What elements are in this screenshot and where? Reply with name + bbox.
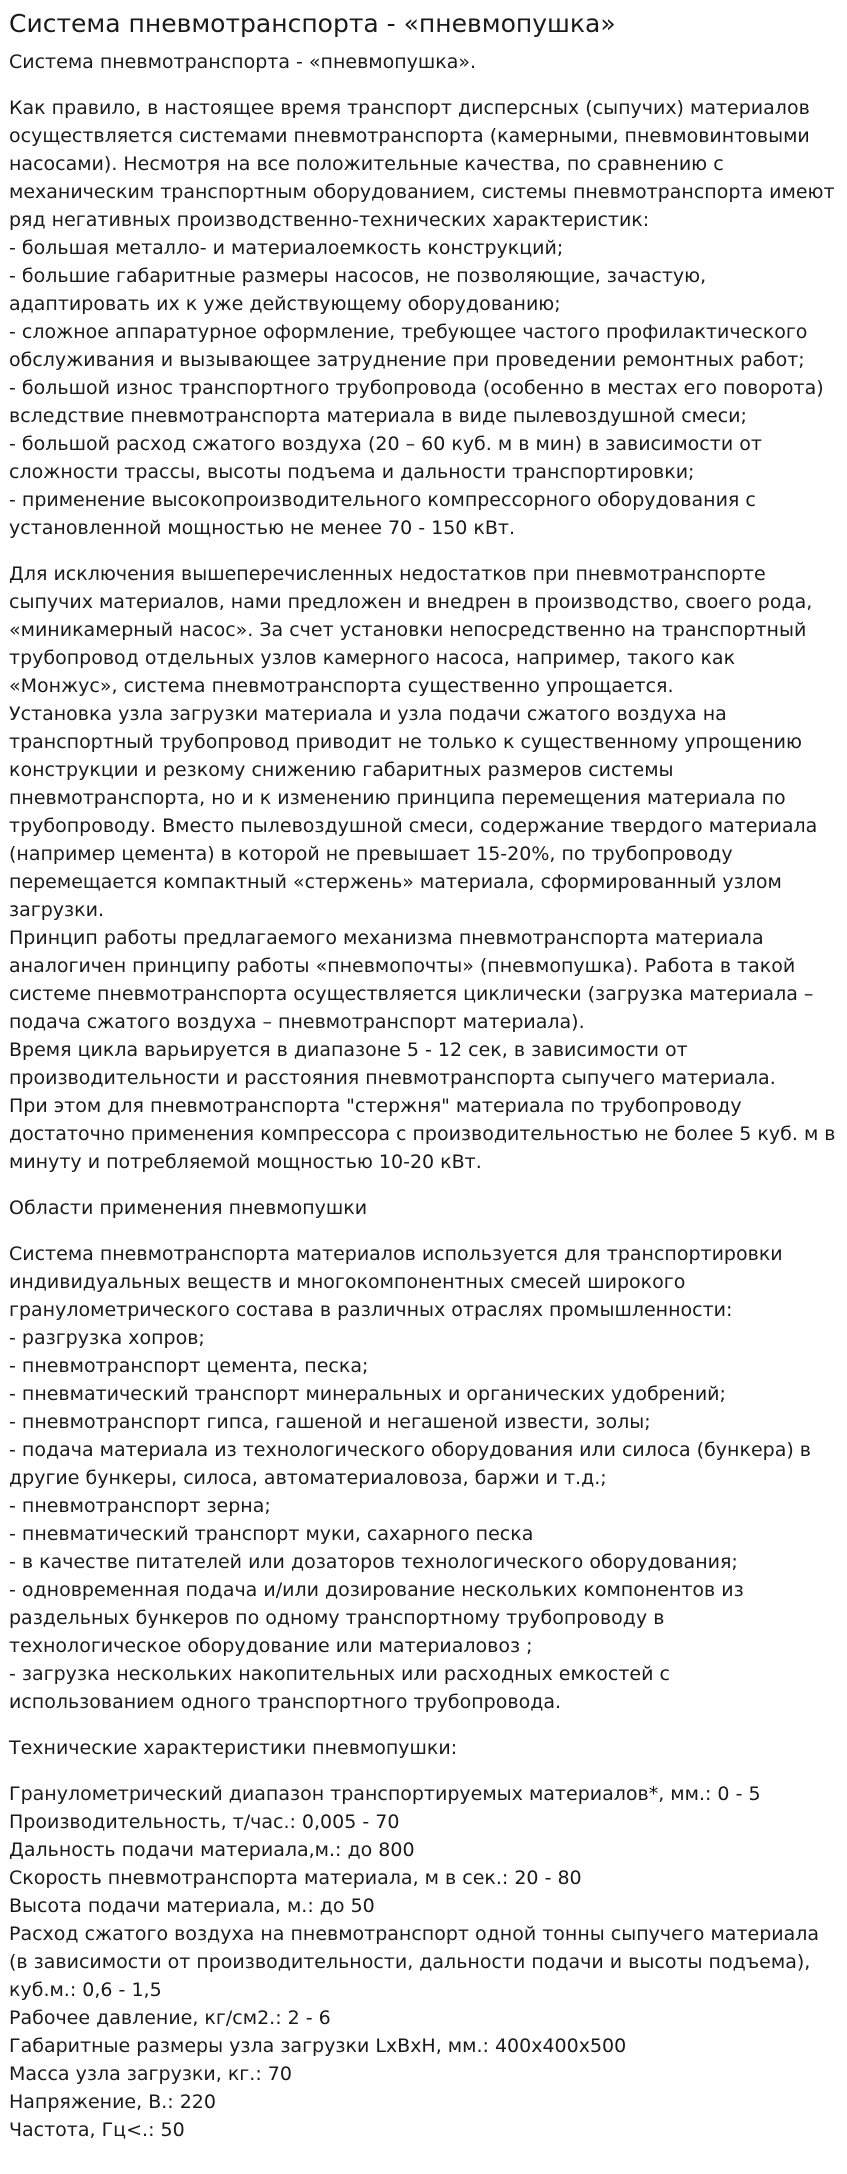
text-line: - пневмотранспорт зерна; [9,1495,271,1517]
text-line: Расход сжатого воздуха на пневмотранспорт одной тонны сыпучего материала [9,1923,820,1945]
text-line: технологическое оборудование или материаловоз ; [9,1635,533,1657]
text-line: системе пневмотранспорта осуществляется циклически (загрузка материала – [9,983,814,1005]
text-line: «Монжус», система пневмотранспорта существенно упрощается. [9,675,674,697]
text-line: Для исключения вышеперечисленных недостатков при пневмотранспорте [9,563,766,585]
text-line: Скорость пневмотранспорта материала, м в сек.: 20 - 80 [9,1867,582,1889]
text-line: Установка узла загрузки материала и узла подачи сжатого воздуха на [9,703,727,725]
text-line: Гранулометрический диапазон транспортируемых материалов*, мм.: 0 - 5 [9,1783,761,1805]
text-line: установленной мощностью не менее 70 - 150 кВт. [9,517,516,539]
text-line: вследствие пневмотранспорта материала в виде пылевоздушной смеси; [9,405,747,427]
text-line: гранулометрического состава в различных отраслях промышленности: [9,1299,733,1321]
text-line: - применение высокопроизводительного компрессорного оборудования с [9,489,756,511]
text-line: (в зависимости от производительности, дальности подачи и высоты подъема), [9,1951,811,1973]
text-line: Система пневмотранспорта материалов используется для транспортировки [9,1243,783,1265]
text-line: Как правило, в настоящее время транспорт дисперсных (сыпучих) материалов [9,97,810,119]
text-line: Масса узла загрузки, кг.: 70 [9,2063,292,2085]
text-line: Принцип работы предлагаемого механизма пневмотранспорта материала [9,927,764,949]
text-line: конструкции и резкому снижению габаритных размеров системы [9,759,674,781]
text-line: аналогичен принципу работы «пневмопочты» (пневмопушка). Работа в такой [9,955,796,977]
text-line: раздельных бункеров по одному транспортному трубопроводу в [9,1607,665,1629]
text-line: другие бункеры, силоса, автоматериаловоза, баржи и т.д.; [9,1467,607,1489]
text-line: подача сжатого воздуха – пневмотранспорт материала). [9,1011,585,1033]
text-line: Габаритные размеры узла загрузки LxBxH, мм.: 400х400х500 [9,2035,627,2057]
text-line: Рабочее давление, кг/см2.: 2 - 6 [9,2007,331,2029]
text-line: - пневмотранспорт гипса, гашеной и негашеной извести, золы; [9,1411,651,1433]
specs-heading: Технические характеристики пневмопушки: [9,1737,458,1759]
page-title: Система пневмотранспорта - «пневмопушка» [9,9,616,38]
text-line: сыпучих материалов, нами предложен и внедрен в производство, своего рода, [9,591,813,613]
text-line: - одновременная подача и/или дозирование нескольких компонентов из [9,1579,744,1601]
text-line: индивидуальных веществ и многокомпонентных смесей широкого [9,1271,686,1293]
text-line: сложности трассы, высоты подъема и дальности транспортировки; [9,461,695,483]
text-line: Высота подачи материала, м.: до 50 [9,1895,375,1917]
text-line: достаточно применения компрессора с производительностью не более 5 куб. м в [9,1123,836,1145]
text-line: - подача материала из технологического оборудования или силоса (бункера) в [9,1439,811,1461]
text-line: Время цикла варьируется в диапазоне 5 - 12 сек, в зависимости от [9,1039,688,1061]
text-line: Дальность подачи материала,м.: до 800 [9,1839,415,1861]
text-line: насосами). Несмотря на все положительные качества, по сравнению с [9,153,724,175]
text-line: пневмотранспорта, но и к изменению принципа перемещения материала по [9,787,786,809]
text-line: перемещается компактный «стержень» материала, сформированный узлом [9,871,782,893]
text-line: трубопровод отдельных узлов камерного насоса, например, такого как [9,647,736,669]
text-line: производительности и расстояния пневмотранспорта сыпучего материала. [9,1067,776,1089]
text-line: - в качестве питателей или дозаторов технологического оборудования; [9,1551,738,1573]
text-line: минуту и потребляемой мощностью 10-20 кВт. [9,1151,482,1173]
page-subtitle: Система пневмотранспорта - «пневмопушка». [9,51,477,73]
text-line: Производительность, т/час.: 0,005 - 70 [9,1811,400,1833]
text-line: Напряжение, В.: 220 [9,2091,216,2113]
text-line: - большой износ транспортного трубопровода (особенно в местах его поворота) [9,377,824,399]
text-line: механическим транспортным оборудованием, системы пневмотранспорта имеют [9,181,835,203]
text-line: адаптировать их к уже действующему оборудованию; [9,293,561,315]
text-line: - разгрузка хопров; [9,1327,205,1349]
text-line: ряд негативных производственно-технических характеристик: [9,209,650,231]
text-line: - большая металло- и материалоемкость конструкций; [9,237,564,259]
specs-list [9,1780,839,2144]
applications-list [9,1240,839,1716]
text-line: - пневмотранспорт цемента, песка; [9,1355,369,1377]
text-line: (например цемента) в которой не превышает 15-20%, по трубопроводу [9,843,733,865]
text-line: - большие габаритные размеры насосов, не позволяющие, зачастую, [9,265,707,287]
solution-paragraph [9,560,839,1176]
text-line: «миникамерный насос». За счет установки непосредственно на транспортный [9,619,807,641]
text-line: - большой расход сжатого воздуха (20 – 60 куб. м в мин) в зависимости от [9,433,762,455]
text-line: - пневматический транспорт минеральных и органических удобрений; [9,1383,726,1405]
text-line: Частота, Гц<.: 50 [9,2119,185,2141]
text-line: загрузки. [9,899,104,921]
text-line: использованием одного транспортного трубопровода. [9,1691,562,1713]
text-line: осуществляется системами пневмотранспорта (камерными, пневмовинтовыми [9,125,810,147]
text-line: При этом для пневмотранспорта "стержня" материала по трубопроводу [9,1095,742,1117]
intro-paragraph [9,94,839,542]
text-line: транспортный трубопровод приводит не только к существенному упрощению [9,731,802,753]
text-line: - пневматический транспорт муки, сахарного песка [9,1523,534,1545]
applications-heading: Области применения пневмопушки [9,1197,368,1219]
text-line: - сложное аппаратурное оформление, требующее частого профилактического [9,321,808,343]
text-line: - загрузка нескольких накопительных или расходных емкостей с [9,1663,670,1685]
text-line: куб.м.: 0,6 - 1,5 [9,1979,162,2001]
text-line: обслуживания и вызывающее затруднение при проведении ремонтных работ; [9,349,805,371]
text-line: трубопроводу. Вместо пылевоздушной смеси, содержание твердого материала [9,815,818,837]
